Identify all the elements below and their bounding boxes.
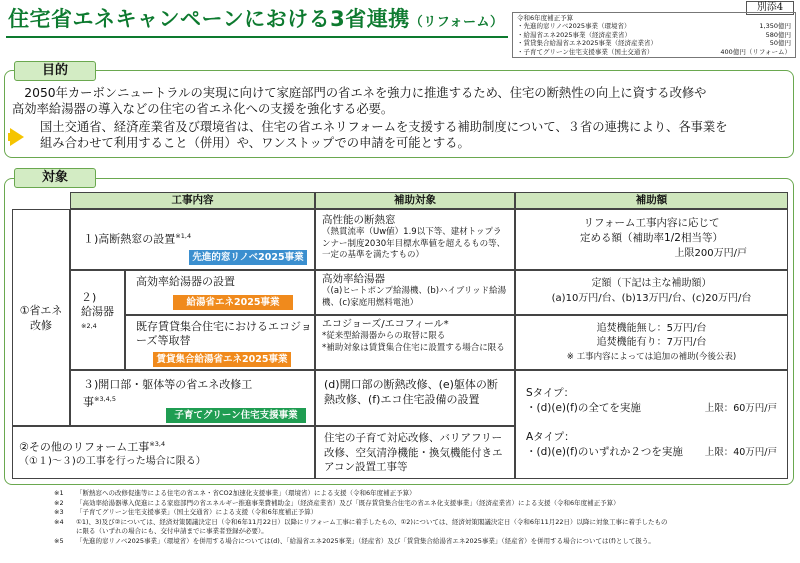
row-heater-subject: 高効率給湯器 （(a)ヒートポンプ給湯機、(b)ハイブリッド給湯機、(c)家庭用燃料電池） (315, 270, 515, 315)
attachment-label: 別添4 (746, 1, 794, 15)
row-ecojozu-work: 既存賃貸集合住宅におけるエコジョーズ等取替 賃貸集合給湯省エネ2025事業 (125, 315, 315, 370)
badge-window-renovation: 先進的窓リノベ2025事業 (189, 250, 307, 265)
badge-child-green-housing: 子育てグリーン住宅支援事業 (166, 408, 306, 423)
page-title: 住宅省エネキャンペーンにおける3省連携（リフォーム） (8, 7, 504, 31)
footnote: ※2 「高効率給湯器導入促進による家庭部門の省エネルギー推進事業費補助金」（経済産業省）及び「既存賃貸集合住宅の省エネ化支援事業」（経済産業省）による支援（令和6年度補正予算） (54, 498, 620, 507)
footnotes (54, 489, 668, 547)
header-work: 工事内容 (70, 192, 315, 209)
footnote: ※1 「断熱窓への改修促進等による住宅の省エネ・省CO2加速化支援事業」（環境省）による支援（令和6年度補正予算） (54, 489, 416, 497)
title-underline (6, 36, 508, 38)
row-window-work: １)高断熱窓の設置$^{※1,4}$ 先進的窓リノベ2025事業 (70, 209, 315, 270)
footnote: ※4 ①1)、3)及び②については、経済対策閣議決定日（令和6年11月22日）以降にリフォーム工事に着手したもの、①2)については、経済対策閣議決定日（令和6年11月22日）以降に対象工事に着手したもの (54, 517, 668, 526)
budget-row: ・子育てグリーン住宅支援事業（国土交通省） 400億円（リフォーム） (517, 47, 791, 56)
purpose-text: 2050年カーボンニュートラルの実現に向けて家庭部門の省エネを強力に推進するため、住宅の断熱性の向上に資する改修や 高効率給湯器の導入などの住宅の省エネ化への支援を強化する必要。 (12, 86, 707, 116)
row-window-amount: リフォーム工事内容に応じて 定める額（補助率1/2相当等） 上限200万円/戸 (515, 209, 788, 270)
budget-heading: 令和6年度補正予算 (517, 14, 574, 22)
row-heater-amount: 定額（下記は主な補助額） (a)10万円/台、(b)13万円/台、(c)20万円/台 (515, 270, 788, 315)
badge-water-heater: 給湯省エネ2025事業 (173, 295, 293, 310)
header-amount: 補助額 (515, 192, 788, 209)
group-water-heater: ２) 給湯器 ※2,4 (70, 270, 125, 370)
arrow-right-icon (10, 128, 24, 146)
row-window-subject: 高性能の断熱窓 （熱貫流率（Uw値）1.9以下等、建材トップランナー制度2030年目標水準値を超えるもの等、一定の基準を満たすもの） (315, 209, 515, 270)
footnote: ※5 「先進的窓リノベ2025事業」（環境省）を併用する場合については(d)、「給湯省エネ2025事業」（経産省）及び「賃貸集合給湯省エネ2025事業」（経産省）を併用する場合については(f)として扱う。 (54, 536, 655, 545)
row-opening-work: ３)開口部・躯体等の省エネ改修工事$^{※3,4,5}$ 子育てグリーン住宅支援事業 (70, 370, 315, 426)
row-other-subject: 住宅の子育て対応改修、バリアフリー改修、空気清浄機能・換気機能付きエアコン設置工事等 (315, 426, 515, 479)
badge-rental-water-heater: 賃貸集合給湯省エネ2025事業 (153, 352, 291, 367)
budget-box (512, 12, 796, 58)
category-energy-renovation: ①省エネ 改修 (12, 209, 70, 426)
row-ecojozu-subject: エコジョーズ/エコフィール* *従来型給湯器からの取替に限る *補助対象は賃貸集合住宅に設置する場合に限る (315, 315, 515, 370)
footnote: ※3 「子育てグリーン住宅支援事業」（国土交通省）による支援（令和6年度補正予算） (54, 508, 318, 517)
category-other-renovation: ②その他のリフォーム工事$^{※3,4}$ （①１)～３)の工事を行った場合に限る） (12, 426, 315, 479)
purpose-conclusion: 国土交通省、経済産業省及び環境省は、住宅の省エネリフォームを支援する補助制度について、３省の連携により、各事業を 組み合わせて利用すること（併用）や、ワンストップでの申請を可能とする。 (40, 120, 728, 150)
row-opening-subject: (d)開口部の断熱改修、(e)躯体の断熱改修、(f)エコ住宅設備の設置 (315, 370, 515, 426)
row-ecojozu-amount: 追焚機能無し：5万円/台 追焚機能有り：7万円/台 ※ 工事内容によっては追加の補助(今後公表) (515, 315, 788, 370)
budget-row: ・先進的窓リノベ2025事業（環境省） 1,350億円 (517, 22, 791, 31)
header-subject: 補助対象 (315, 192, 515, 209)
target-label: 対象 (14, 168, 96, 188)
budget-row: ・賃貸集合給湯省エネ2025事業（経済産業省） 50億円 (517, 39, 791, 48)
purpose-label: 目的 (14, 61, 96, 81)
footnote: に限る（いずれの場合にも、交付申請までに事業者登録が必要）。 (76, 527, 268, 536)
budget-row: ・給湯省エネ2025事業（経済産業省） 580億円 (517, 30, 791, 39)
row-heater-work: 高効率給湯器の設置 給湯省エネ2025事業 (125, 270, 315, 315)
row-child-green-amount: Sタイプ： ・(d)(e)(f)の全てを実施 上限：60万円/戸 Aタイプ： ・(d)(e)(f)のいずれか２つを実施 上限：40万円/戸 (515, 370, 788, 479)
